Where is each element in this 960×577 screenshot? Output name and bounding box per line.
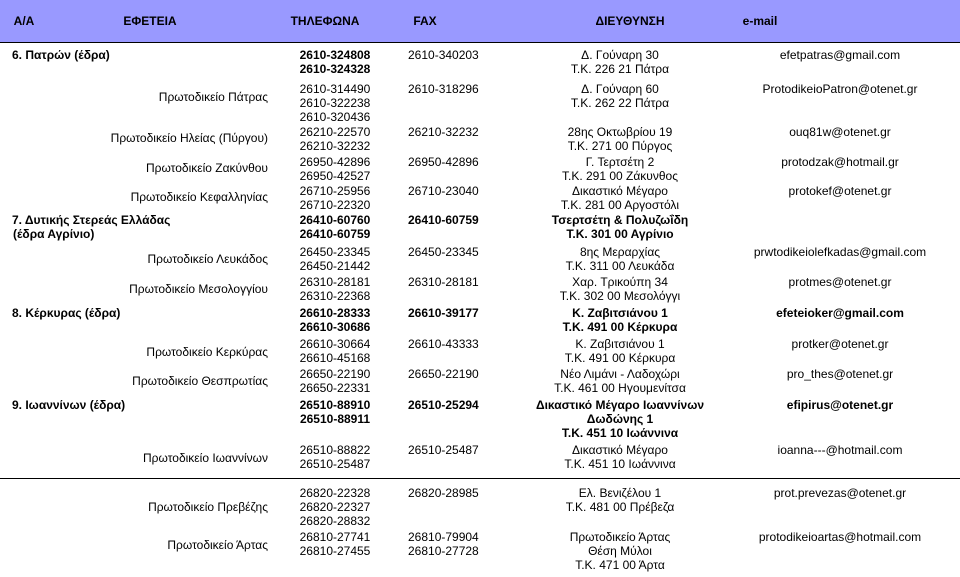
phone: 26410-60760 [299,213,371,227]
phone: 26610-30664 [299,337,371,351]
court-name: 6. Πατρών (έδρα) [12,48,110,62]
fax: 26650-22190 [408,367,479,381]
court-name: Πρωτοδικείο Λευκάδος [147,252,268,266]
address-line: Δ. Γούναρη 30 [581,48,659,62]
fax: 2610-318296 [408,82,479,96]
fax: 26610-39177 [408,306,479,320]
phone: 26950-42527 [299,169,371,183]
address-line: 8ης Μεραρχίας [579,245,661,259]
phone: 26450-21442 [299,259,371,273]
table-row [0,245,960,275]
phone-list [282,275,388,303]
address-line: Τ.Κ. 491 00 Κέρκυρα [564,351,676,365]
address-line: Γ. Τερτσέτη 2 [585,155,655,169]
email-link[interactable]: protodikeioartas@hotmail.com [758,530,922,544]
address-line: Τ.Κ. 451 10 Ιωάννινα [564,457,676,471]
email-link[interactable]: protokef@otenet.gr [788,184,892,198]
address-line: Τσερτσέτη & Πολυζωΐδη [551,213,689,227]
phone: 26210-22570 [299,125,371,139]
phone: 26820-22328 [299,486,371,500]
email-link[interactable]: ProtodikeioPatron@otenet.gr [762,82,918,96]
phone: 26450-23345 [299,245,371,259]
address-line: Κ. Ζαβιτσιάνου 1 [575,337,665,351]
address-line: Δ. Γούναρη 60 [581,82,659,96]
fax: 26410-60759 [408,213,479,227]
address [520,443,720,471]
email-link[interactable]: ioanna---@hotmail.com [777,443,903,457]
address-line: Χαρ. Τρικούπη 34 [572,275,668,289]
court-name [12,213,170,241]
address [520,398,720,440]
address [520,275,720,303]
fax-list [408,530,479,558]
header-phones: ΤΗΛΕΦΩΝΑ [290,14,360,28]
phone: 2610-322238 [299,96,371,110]
table-row [0,306,960,336]
address-line: Τ.Κ. 291 00 Ζάκυνθος [561,169,678,183]
header-email: e-mail [742,14,778,28]
header-aa: Α/Α [13,14,35,28]
phone: 26710-22320 [299,198,371,212]
phone-list [282,486,388,528]
email-link[interactable]: protker@otenet.gr [791,337,889,351]
address [520,337,720,365]
phone-list [282,82,388,124]
table-row [0,184,960,212]
address-line: Τ.Κ. 461 00 Ηγουμενίτσα [554,381,686,395]
phone: 26510-88911 [299,412,371,426]
table-row [0,125,960,153]
table-row [0,398,960,442]
address [520,48,720,76]
address-line: Τ.Κ. 451 10 Ιωάννινα [561,426,679,440]
fax: 26510-25487 [408,443,479,457]
phone: 26950-42896 [299,155,371,169]
phone-list [282,155,388,183]
phone: 2610-324328 [299,62,371,76]
court-name: 9. Ιωαννίνων (έδρα) [12,398,126,412]
court-name: Πρωτοδικείο Ζακύνθου [145,161,268,175]
phone: 26410-60759 [299,227,371,241]
email-link[interactable]: efetpatras@gmail.com [779,48,901,62]
table-row [0,337,960,367]
fax: 26610-43333 [408,337,479,351]
address-line: Θέση Μύλοι [588,544,652,558]
table-row [0,486,960,532]
address-line: 28ης Οκτωβρίου 19 [567,125,673,139]
phone: 26310-28181 [299,275,371,289]
phone-list [282,337,388,365]
address-line: Πρωτοδικείο Άρτας [569,530,671,544]
address [520,184,720,212]
court-name: Πρωτοδικείο Ηλείας (Πύργου) [110,131,268,145]
phone: 2610-324808 [299,48,371,62]
email-link[interactable]: prwtodikeiolefkadas@gmail.com [753,245,927,259]
email-link[interactable]: pro_thes@otenet.gr [786,367,894,381]
email-link[interactable]: ouq81w@otenet.gr [789,125,891,139]
phone-list [282,398,388,426]
address-line: Κ. Ζαβιτσιάνου 1 [572,306,668,320]
court-name: Πρωτοδικείο Κεφαλληνίας [130,190,268,204]
fax: 26820-28985 [408,486,479,500]
address-line: Δικαστικό Μέγαρο Ιωαννίνων [535,398,705,412]
address [520,367,720,395]
phone: 26810-27455 [299,544,371,558]
address [520,125,720,153]
address-line: Τ.Κ. 271 00 Πύργος [567,139,673,153]
address-line: Δικαστικό Μέγαρο [572,443,668,457]
address [520,155,720,183]
table-row [0,48,960,82]
phone-list [282,48,388,76]
fax: 26710-23040 [408,184,479,198]
table-row [0,82,960,128]
table-row [0,275,960,305]
phone: 26510-88822 [299,443,371,457]
email-link[interactable]: efipirus@otenet.gr [786,398,894,412]
table-row [0,367,960,397]
court-name: Πρωτοδικείο Κερκύρας [146,345,268,359]
phone: 26610-45168 [299,351,371,365]
address-line: Δωδώνης 1 [586,412,654,426]
phone: 2610-314490 [299,82,371,96]
email-link[interactable]: protodzak@hotmail.gr [781,155,899,169]
phone-list [282,367,388,395]
address-line: Τ.Κ. 302 00 Μεσολόγγι [559,289,681,303]
email-link[interactable]: prot.prevezas@otenet.gr [773,486,907,500]
phone: 26820-22327 [299,500,371,514]
court-name: Πρωτοδικείο Πρεβέζης [148,500,268,514]
email-link[interactable]: efeteioker@gmail.com [776,306,904,320]
phone: 26210-32232 [299,139,371,153]
fax: 26950-42896 [408,155,479,169]
phone-list [282,306,388,334]
fax: 2610-340203 [408,48,479,62]
phone-list [282,184,388,212]
address-line: Τ.Κ. 262 22 Πάτρα [570,96,670,110]
phone: 26510-25487 [299,457,371,471]
phone: 26810-27741 [299,530,371,544]
phone: 26610-28333 [299,306,371,320]
court-name: Πρωτοδικείο Άρτας [167,538,268,552]
phone-list [282,443,388,471]
court-name: Πρωτοδικείο Πάτρας [158,90,268,104]
court-name: Πρωτοδικείο Μεσολογγίου [129,282,268,296]
fax: 26210-32232 [408,125,479,139]
court-seat: (έδρα Αγρίνιο) [13,227,95,241]
header-address: ΔΙΕΥΘΥΝΣΗ [595,14,665,28]
address [520,530,720,572]
phone-list [282,530,388,558]
court-name-line: 7. Δυτικής Στερεάς Ελλάδας [12,213,171,227]
address-line: Τ.Κ. 281 00 Αργοστόλι [560,198,680,212]
fax: 26810-79904 [408,530,479,544]
phone: 26710-25956 [299,184,371,198]
group-divider [0,478,960,479]
phone: 26510-88910 [299,398,371,412]
header-fax: FAX [413,14,437,28]
fax: 26450-23345 [408,245,479,259]
address-line: Τ.Κ. 471 00 Άρτα [575,558,665,572]
phone: 26820-28832 [299,514,371,528]
phone-list [282,125,388,153]
header-rule [0,42,960,43]
address-line: Ελ. Βενιζέλου 1 [578,486,662,500]
phone: 2610-320436 [299,110,371,124]
address [520,486,720,514]
table-row [0,530,960,576]
table-row [0,443,960,473]
court-name: Πρωτοδικείο Ιωαννίνων [143,451,268,465]
address-line: Νέο Λιμάνι - Λαδοχώρι [560,367,680,381]
fax: 26310-28181 [408,275,479,289]
phone: 26650-22190 [299,367,371,381]
phone-list [282,213,388,241]
phone: 26610-30686 [299,320,371,334]
address-line: Τ.Κ. 226 21 Πάτρα [570,62,670,76]
fax: 26810-27728 [408,544,479,558]
table-row [0,213,960,243]
phone-list [282,245,388,273]
fax: 26510-25294 [408,398,479,412]
phone: 26310-22368 [299,289,371,303]
address-line: Τ.Κ. 301 00 Αγρίνιο [566,227,674,241]
table-row [0,155,960,183]
address-line: Τ.Κ. 311 00 Λευκάδα [565,259,675,273]
email-link[interactable]: protmes@otenet.gr [788,275,892,289]
header-courts: ΕΦΕΤΕΙΑ [123,14,177,28]
address [520,306,720,334]
address [520,82,720,110]
address-line: Δικαστικό Μέγαρο [572,184,668,198]
address-line: Τ.Κ. 491 00 Κέρκυρα [562,320,678,334]
court-name: Πρωτοδικείο Θεσπρωτίας [132,374,268,388]
address [520,213,720,241]
phone: 26650-22331 [299,381,371,395]
address-line: Τ.Κ. 481 00 Πρέβεζα [565,500,675,514]
court-name: 8. Κέρκυρας (έδρα) [12,306,121,320]
address [520,245,720,273]
